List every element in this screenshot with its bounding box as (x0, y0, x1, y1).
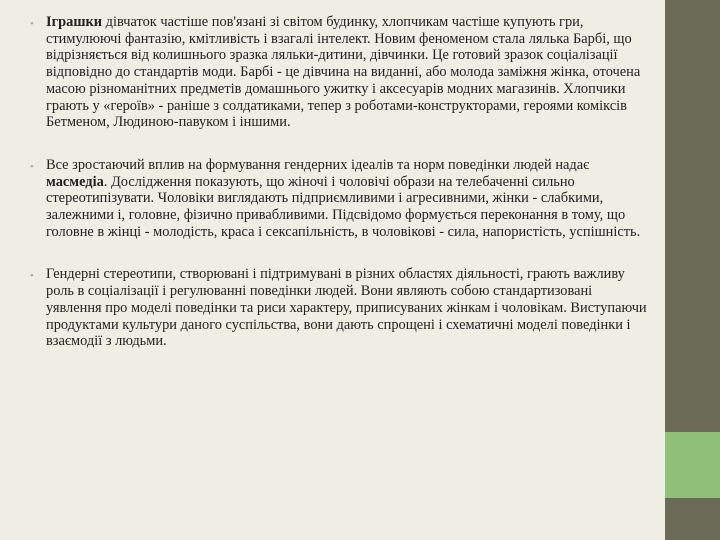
bullet-text-pre: Все зростаючий вплив на формування гендерних ідеалів та норм поведінки людей надає (46, 156, 590, 173)
bullet-keyword: масмедіа (46, 173, 104, 190)
bullet-mass-media (30, 157, 650, 241)
bullet-keyword: Іграшки (46, 14, 103, 30)
bullet-toys (30, 14, 650, 131)
slide-content (30, 14, 650, 376)
bullet-stereotypes (30, 266, 650, 350)
bullet-dot-icon: • (30, 270, 34, 283)
bullet-dot-icon: • (30, 18, 34, 30)
bullet-dot-icon: • (30, 160, 34, 173)
accent-block (665, 432, 720, 498)
bullet-text-post: . Дослідження показують, що жіночі і чоловічі образи на телебаченні сильно стереотипізувати. Чоловіки виглядають підприємливими і агресивними, жінки - слабкими, залежними і, головне, фізично привабливими. Підсвідомо формується переконання в тому, що головне в жінці - молодість, краса і сексапільність, в чоловікові - сила, напористість, успішність. (46, 173, 641, 240)
bullet-text: дівчаток частіше пов'язані зі світом будинку, хлопчикам частіше купують гри, стимулюючі фантазію, кмітливість і взагалі інтелект. Новим феноменом стала лялька Барбі, що відрізняється від колишнього зразка ляльки-дитини, дівчинки. Це готовий зразок соціалізації відповідно до стандартів моди. Барбі - це дівчина на виданні, або молода заміжня жінка, оточена масою різноманітних предметів домашнього ужитку і аксесуарів модних магазинів. Хлопчики грають у «героїв» - раніше з солдатиками, тепер з роботами-конструкторами, героями коміксів Бетменом, Людиною-павуком і іншими. (46, 14, 641, 131)
bullet-text: Гендерні стереотипи, створювані і підтримувані в різних областях діяльності, грають важливу роль в соціалізації і регулюванні поведінки людей. Вони являють собою стандартизовані уявлення про моделі поведінки та риси характеру, приписуваних жінкам і чоловікам. Виступаючи продуктами культури даного суспільства, вони дають спрощені і схематичні моделі поведінки і взаємодії з людьми. (46, 266, 647, 350)
